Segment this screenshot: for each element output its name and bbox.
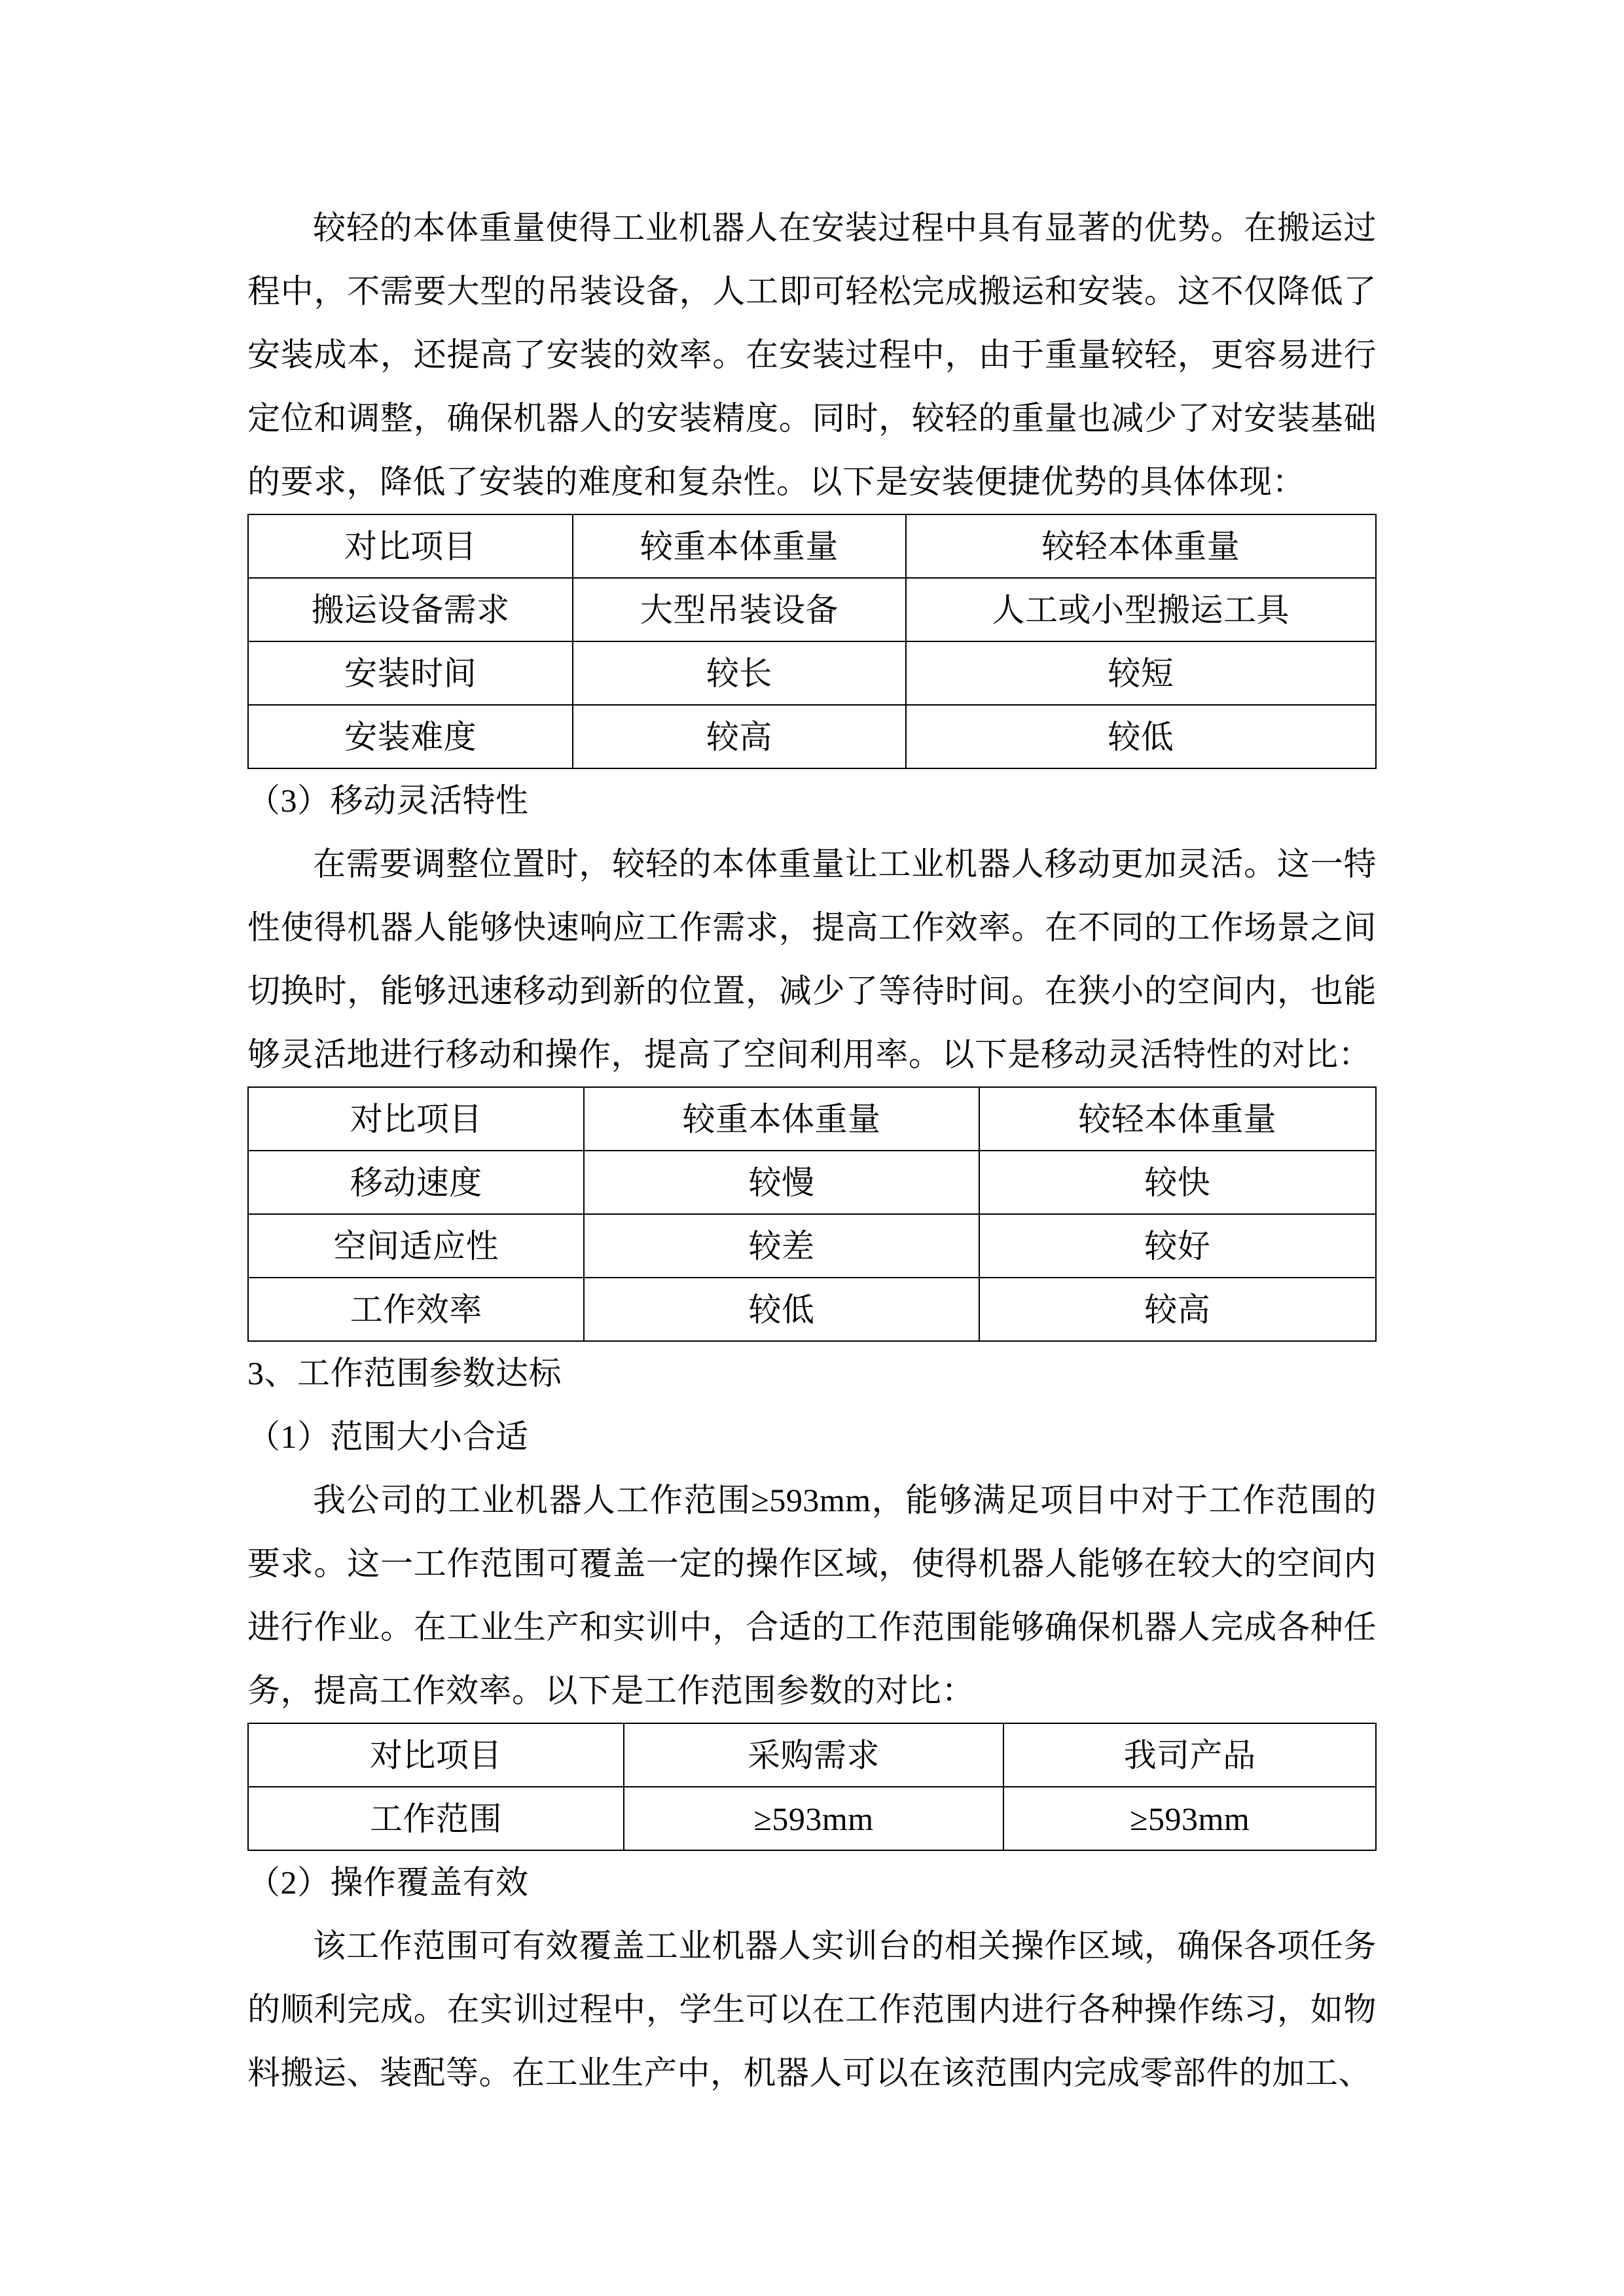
table-row xyxy=(248,578,1376,641)
heading-operation-coverage: （2）操作覆盖有效 xyxy=(247,1864,529,1901)
table-row xyxy=(248,1151,1376,1214)
paragraph-work-range: 我公司的工业机器人工作范围≥593mm，能够满足项目中对于工作范围的要求。这一工作范围可覆盖一定的操作区域，使得机器人能够在较大的空间内进行作业。在工业生产和实训中，合适的工作范围能够确保机器人完成各种任务，提高工作效率。以下是工作范围参数的对比： xyxy=(247,1482,1377,1709)
table-work-range-comparison xyxy=(247,1723,1377,1851)
table-cell: ≥593mm xyxy=(624,1787,1004,1850)
table-cell: 较差 xyxy=(584,1214,979,1278)
table-cell: 较重本体重量 xyxy=(573,514,905,578)
table-cell: 较高 xyxy=(979,1278,1377,1341)
table-cell: ≥593mm xyxy=(1003,1787,1376,1850)
table-cell: 较重本体重量 xyxy=(584,1087,979,1151)
table-row xyxy=(248,641,1376,705)
table-cell: 搬运设备需求 xyxy=(248,578,573,641)
heading-mobility-flexibility: （3）移动灵活特性 xyxy=(247,782,529,819)
table-cell: 较轻本体重量 xyxy=(906,514,1377,578)
table-cell: 较轻本体重量 xyxy=(979,1087,1377,1151)
paragraph-mobility-flexibility: 在需要调整位置时，较轻的本体重量让工业机器人移动更加灵活。这一特性使得机器人能够快速响应工作需求，提高工作效率。在不同的工作场景之间切换时，能够迅速移动到新的位置，减少了等待时间。在狭小的空间内，也能够灵活地进行移动和操作，提高了空间利用率。以下是移动灵活特性的对比： xyxy=(247,846,1377,1073)
table-row xyxy=(248,1214,1376,1278)
table-cell: 安装难度 xyxy=(248,705,573,768)
table-cell: 较好 xyxy=(979,1214,1377,1278)
table-cell: 移动速度 xyxy=(248,1151,584,1214)
table-cell: 对比项目 xyxy=(248,1087,584,1151)
table-row xyxy=(248,1087,1376,1151)
table-cell: 人工或小型搬运工具 xyxy=(906,578,1377,641)
table-cell: 对比项目 xyxy=(248,514,573,578)
paragraph-installation-advantage: 较轻的本体重量使得工业机器人在安装过程中具有显著的优势。在搬运过程中，不需要大型的吊装设备，人工即可轻松完成搬运和安装。这不仅降低了安装成本，还提高了安装的效率。在安装过程中，由于重量较轻，更容易进行定位和调整，确保机器人的安装精度。同时，较轻的重量也减少了对安装基础的要求，降低了安装的难度和复杂性。以下是安装便捷优势的具体体现： xyxy=(247,209,1377,500)
table-mobility-comparison xyxy=(247,1086,1377,1342)
table-cell: 工作范围 xyxy=(248,1787,624,1850)
table-cell: 大型吊装设备 xyxy=(573,578,905,641)
table-cell: 对比项目 xyxy=(248,1723,624,1787)
table-cell: 较长 xyxy=(573,641,905,705)
table-row xyxy=(248,1723,1376,1787)
table-row xyxy=(248,514,1376,578)
heading-work-range-standard: 3、工作范围参数达标 xyxy=(247,1355,562,1391)
table-cell: 工作效率 xyxy=(248,1278,584,1341)
table-row xyxy=(248,1787,1376,1850)
table-row xyxy=(248,705,1376,768)
table-cell: 我司产品 xyxy=(1003,1723,1376,1787)
table-cell: 空间适应性 xyxy=(248,1214,584,1278)
paragraph-operation-coverage: 该工作范围可有效覆盖工业机器人实训台的相关操作区域，确保各项任务的顺利完成。在实训过程中，学生可以在工作范围内进行各种操作练习，如物料搬运、装配等。在工业生产中，机器人可以在该范围内完成零部件的加工、 xyxy=(247,1928,1377,2091)
table-cell: 采购需求 xyxy=(624,1723,1004,1787)
table-cell: 较快 xyxy=(979,1151,1377,1214)
table-cell: 较低 xyxy=(906,705,1377,768)
table-cell: 较短 xyxy=(906,641,1377,705)
heading-range-size-suitable: （1）范围大小合适 xyxy=(247,1418,529,1455)
table-cell: 较高 xyxy=(573,705,905,768)
table-installation-comparison xyxy=(247,514,1377,769)
table-cell: 安装时间 xyxy=(248,641,573,705)
table-cell: 较慢 xyxy=(584,1151,979,1214)
table-row xyxy=(248,1278,1376,1341)
table-cell: 较低 xyxy=(584,1278,979,1341)
